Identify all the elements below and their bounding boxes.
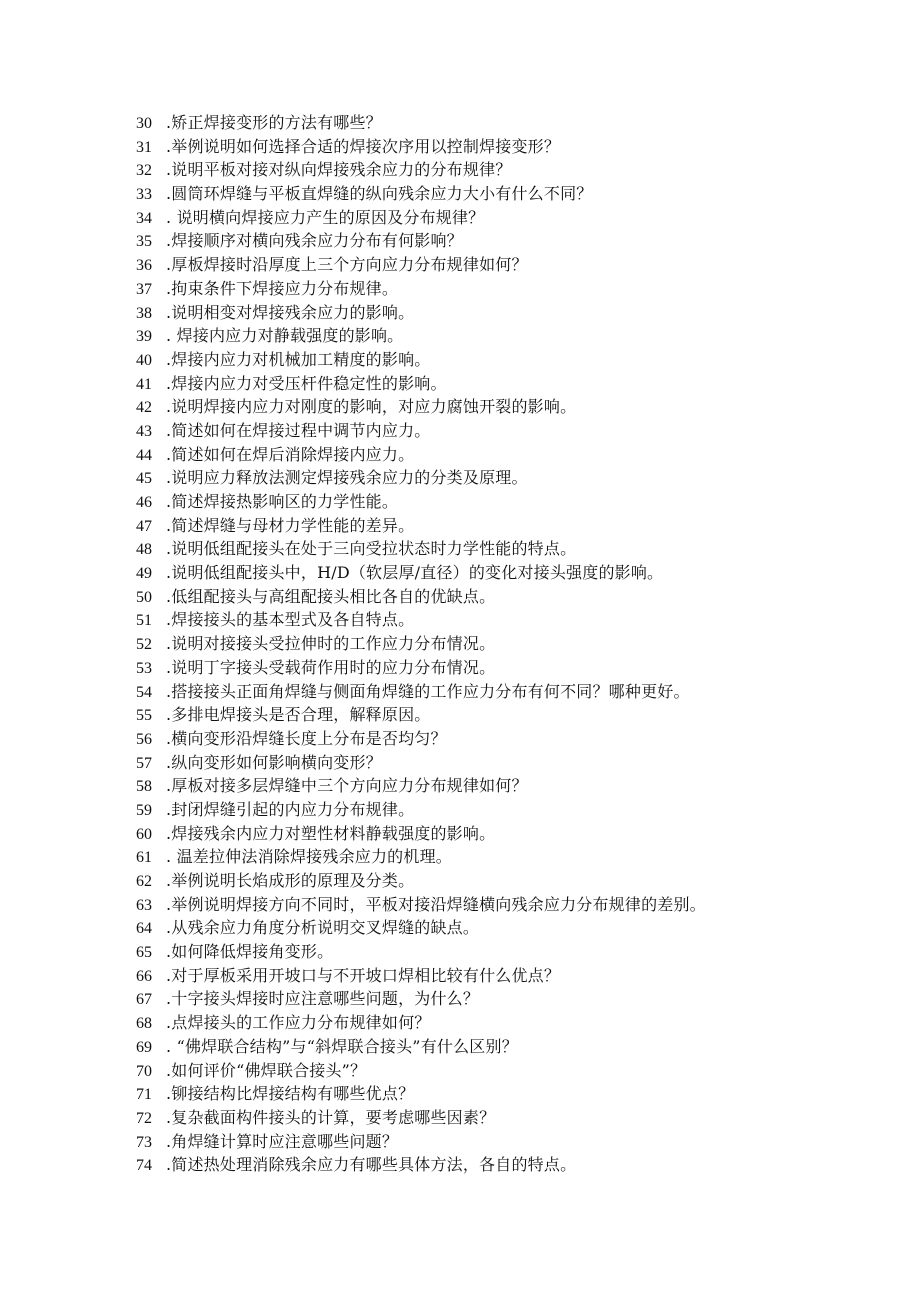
question-item <box>136 1082 876 1106</box>
question-number: 59 <box>136 801 152 819</box>
question-item <box>136 964 876 988</box>
question-item <box>136 727 876 751</box>
question-text: .拘束条件下焊接应力分布规律。 <box>166 278 399 298</box>
question-item <box>136 158 876 182</box>
question-text: .圆筒环焊缝与平板直焊缝的纵向残余应力大小有什么不同？ <box>166 184 593 204</box>
question-item <box>136 751 876 775</box>
question-number: 63 <box>136 896 152 914</box>
question-item <box>136 395 876 419</box>
question-number: 33 <box>136 186 152 204</box>
question-item <box>136 111 876 135</box>
question-number: 70 <box>136 1062 152 1080</box>
question-item <box>136 324 876 348</box>
question-number: 54 <box>136 683 152 701</box>
question-text: .角焊缝计算时应注意哪些问题？ <box>166 1131 399 1151</box>
question-text: .复杂截面构件接头的计算，要考虑哪些因素？ <box>166 1107 496 1127</box>
question-item <box>136 229 876 253</box>
question-item <box>136 490 876 514</box>
question-item <box>136 940 876 964</box>
question-text: .点焊接头的工作应力分布规律如何？ <box>166 1013 431 1033</box>
question-text: .焊接顺序对横向残余应力分布有何影响？ <box>166 231 463 251</box>
question-text: .举例说明长焰成形的原理及分类。 <box>166 871 415 890</box>
question-text: . “佛焊联合结构”与“斜焊联合接头”有什么区别？ <box>166 1036 518 1056</box>
question-item <box>136 443 876 467</box>
question-item <box>136 916 876 940</box>
question-text: . 焊接内应力对静载强度的影响。 <box>166 326 404 346</box>
question-item <box>136 514 876 538</box>
question-text: .说明低组配接头在处于三向受拉状态时力学性能的特点。 <box>166 539 577 559</box>
question-text: .多排电焊接头是否合理，解释原因。 <box>166 705 431 725</box>
question-item <box>136 1059 876 1083</box>
question-text: .焊接残余内应力对塑性材料静载强度的影响。 <box>166 823 496 843</box>
question-text: .焊接内应力对受压杆件稳定性的影响。 <box>166 373 447 393</box>
question-item <box>136 561 876 585</box>
question-item <box>136 822 876 846</box>
question-number: 68 <box>136 1015 152 1033</box>
question-text: .简述如何在焊后消除焊接内应力。 <box>166 444 415 464</box>
question-number: 51 <box>136 612 152 630</box>
question-number: 34 <box>136 209 152 227</box>
question-text: .简述热处理消除残余应力有哪些具体方法，各自的特点。 <box>166 1155 577 1175</box>
question-number: 69 <box>136 1038 152 1056</box>
question-number: 61 <box>136 849 152 867</box>
question-number: 52 <box>136 636 152 654</box>
question-text: .焊接接头的基本型式及各自特点。 <box>166 610 415 630</box>
question-text: .举例说明焊接方向不同时，平板对接沿焊缝横向残余应力分布规律的差别。 <box>166 894 706 914</box>
question-number: 65 <box>136 944 152 962</box>
question-number: 40 <box>136 351 152 369</box>
question-text: .说明低组配接头中，H/D（软层厚/直径）的变化对接头强度的影响。 <box>166 563 664 583</box>
question-item <box>136 608 876 632</box>
question-item <box>136 703 876 727</box>
question-number: 47 <box>136 517 152 535</box>
question-number: 43 <box>136 422 152 440</box>
question-text: . 温差拉伸法消除焊接残余应力的机理。 <box>166 847 452 867</box>
question-number: 35 <box>136 233 152 251</box>
question-text: .十字接头焊接时应注意哪些问题，为什么？ <box>166 989 480 1009</box>
question-number: 66 <box>136 967 152 985</box>
question-text: .封闭焊缝引起的内应力分布规律。 <box>166 799 415 819</box>
question-list <box>136 111 876 1177</box>
question-item <box>136 206 876 230</box>
question-number: 74 <box>136 1157 152 1175</box>
question-text: .说明对接接头受拉伸时的工作应力分布情况。 <box>166 634 496 654</box>
question-number: 37 <box>136 280 152 298</box>
question-text: .如何评价“佛焊联合接头”？ <box>166 1060 367 1080</box>
question-number: 56 <box>136 730 152 748</box>
question-text: .简述焊缝与母材力学性能的差异。 <box>166 515 415 535</box>
question-item <box>136 774 876 798</box>
question-item <box>136 1011 876 1035</box>
question-item <box>136 277 876 301</box>
question-item <box>136 537 876 561</box>
question-text: .厚板对接多层焊缝中三个方向应力分布规律如何？ <box>166 776 528 796</box>
question-item <box>136 632 876 656</box>
question-item <box>136 1130 876 1154</box>
question-text: .铆接结构比焊接结构有哪些优点？ <box>166 1084 415 1104</box>
question-number: 55 <box>136 707 152 725</box>
question-item <box>136 845 876 869</box>
question-text: . 说明横向焊接应力产生的原因及分布规律？ <box>166 207 485 227</box>
question-number: 42 <box>136 399 152 417</box>
question-number: 58 <box>136 778 152 796</box>
question-text: .举例说明如何选择合适的焊接次序用以控制焊接变形？ <box>166 136 561 156</box>
question-number: 44 <box>136 446 152 464</box>
question-number: 45 <box>136 470 152 488</box>
question-text: .简述焊接热影响区的力学性能。 <box>166 492 399 511</box>
question-text: .焊接内应力对机械加工精度的影响。 <box>166 349 431 369</box>
question-text: .从残余应力角度分析说明交叉焊缝的缺点。 <box>166 918 480 938</box>
question-number: 72 <box>136 1109 152 1127</box>
question-number: 57 <box>136 754 152 772</box>
question-number: 39 <box>136 328 152 346</box>
question-item <box>136 798 876 822</box>
question-text: .纵向变形如何影响横向变形？ <box>166 752 382 772</box>
question-number: 50 <box>136 588 152 606</box>
question-item <box>136 135 876 159</box>
question-text: .说明相变对焊接残余应力的影响。 <box>166 302 415 322</box>
question-item <box>136 1106 876 1130</box>
question-text: .厚板焊接时沿厚度上三个方向应力分布规律如何？ <box>166 255 528 275</box>
question-item <box>136 1035 876 1059</box>
question-number: 32 <box>136 162 152 180</box>
question-item <box>136 466 876 490</box>
question-number: 60 <box>136 825 152 843</box>
question-number: 38 <box>136 304 152 322</box>
question-text: .低组配接头与高组配接头相比各自的优缺点。 <box>166 586 496 606</box>
question-number: 67 <box>136 991 152 1009</box>
question-number: 49 <box>136 565 152 583</box>
question-text: .对于厚板采用开坡口与不开坡口焊相比较有什么优点？ <box>166 965 561 985</box>
question-number: 53 <box>136 659 152 677</box>
question-number: 64 <box>136 920 152 938</box>
question-text: .说明平板对接对纵向焊接残余应力的分布规律？ <box>166 160 512 180</box>
question-item <box>136 893 876 917</box>
question-number: 30 <box>136 115 152 132</box>
question-item <box>136 372 876 396</box>
question-number: 73 <box>136 1133 152 1151</box>
question-text: .说明应力释放法测定焊接残余应力的分类及原理。 <box>166 468 528 488</box>
question-text: .说明焊接内应力对刚度的影响，对应力腐蚀开裂的影响。 <box>166 397 577 417</box>
question-item <box>136 680 876 704</box>
question-item <box>136 419 876 443</box>
question-text: .说明丁字接头受载荷作用时的应力分布情况。 <box>166 657 496 677</box>
question-text: .矫正焊接变形的方法有哪些？ <box>166 113 382 132</box>
question-number: 46 <box>136 494 152 511</box>
question-item <box>136 869 876 893</box>
question-number: 71 <box>136 1086 152 1104</box>
question-item <box>136 182 876 206</box>
question-text: .简述如何在焊接过程中调节内应力。 <box>166 420 431 440</box>
question-number: 48 <box>136 541 152 559</box>
question-number: 31 <box>136 138 152 156</box>
question-item <box>136 1153 876 1177</box>
question-item <box>136 253 876 277</box>
question-number: 36 <box>136 257 152 275</box>
question-item <box>136 987 876 1011</box>
question-item <box>136 585 876 609</box>
question-text: .横向变形沿焊缝长度上分布是否均匀？ <box>166 728 447 748</box>
question-item <box>136 301 876 325</box>
question-text: .搭接接头正面角焊缝与侧面角焊缝的工作应力分布有何不同？哪种更好。 <box>166 681 690 701</box>
question-number: 41 <box>136 375 152 393</box>
question-number: 62 <box>136 873 152 890</box>
question-item <box>136 348 876 372</box>
question-item <box>136 656 876 680</box>
question-text: .如何降低焊接角变形。 <box>166 942 334 962</box>
